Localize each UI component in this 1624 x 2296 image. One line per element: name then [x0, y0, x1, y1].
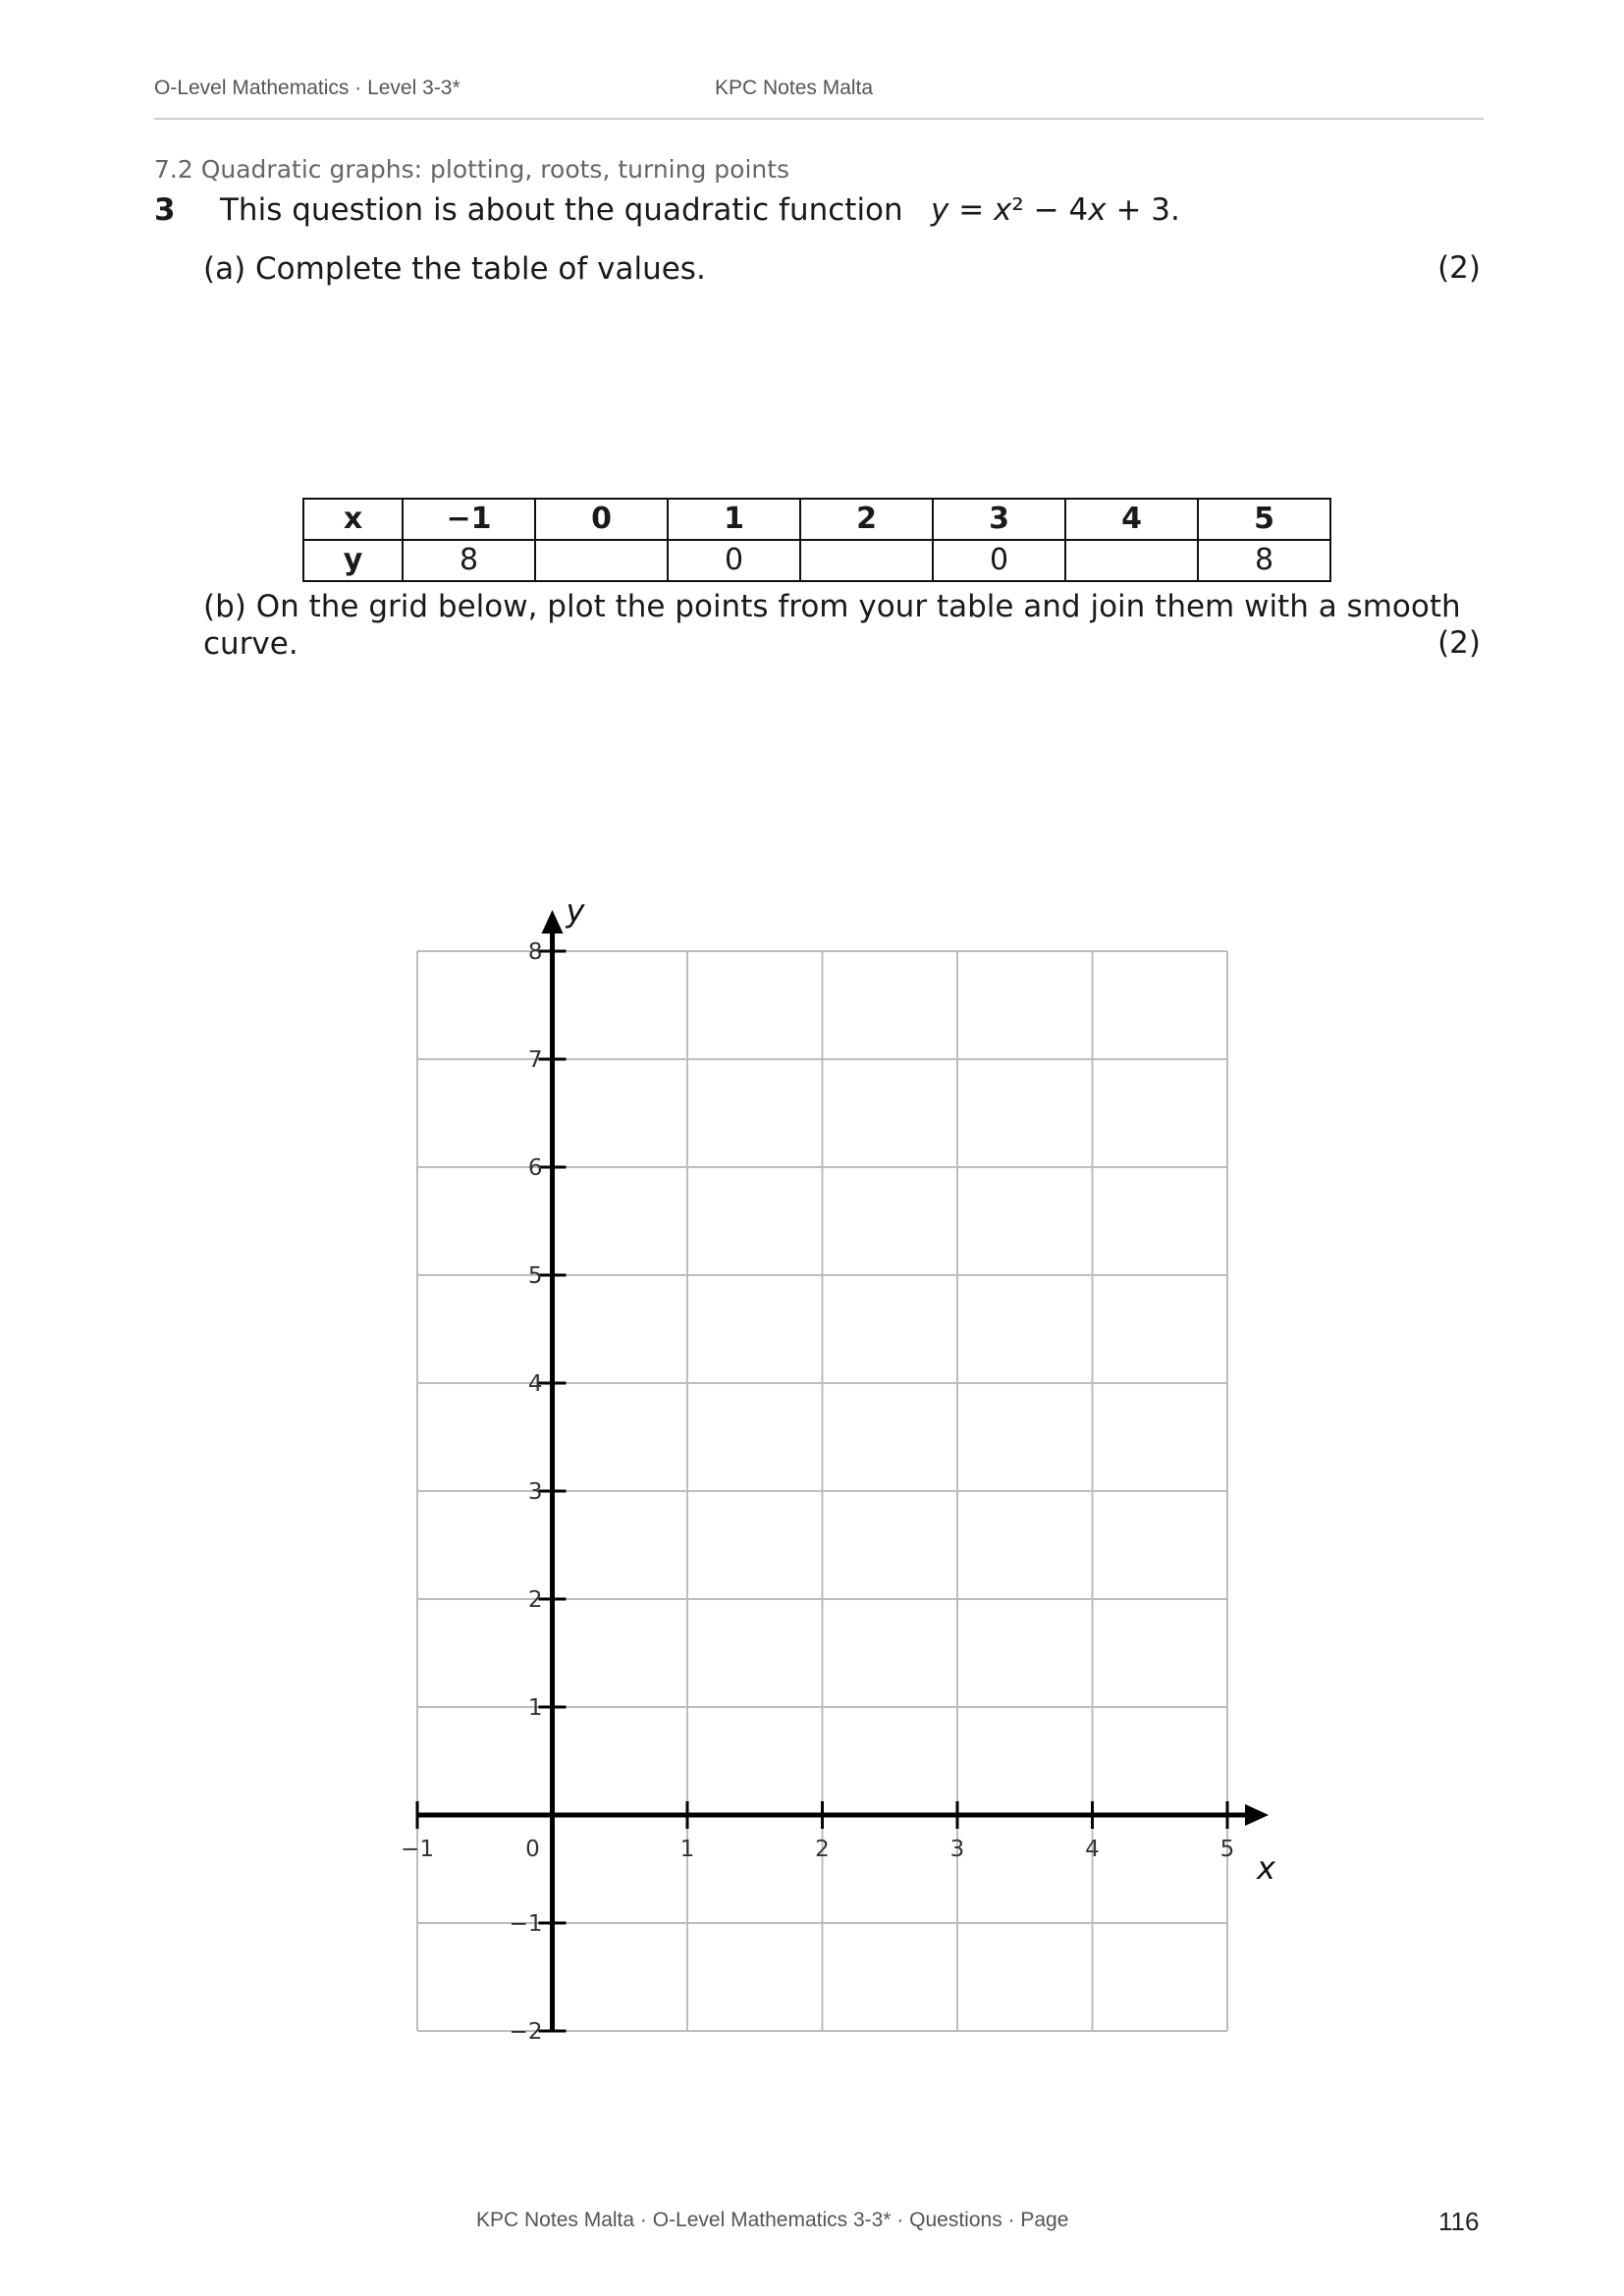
- x-tick-label: 4: [1085, 1837, 1100, 1862]
- y-tick-label: 5: [527, 1263, 543, 1289]
- table-y-cell[interactable]: 8: [403, 540, 535, 581]
- x-tick-label: 1: [679, 1837, 695, 1862]
- table-x-cell: 2: [800, 499, 933, 540]
- table-x-cell: 4: [1065, 499, 1198, 540]
- y-tick-label: 7: [527, 1047, 543, 1073]
- header-center: KPC Notes Malta: [715, 77, 874, 99]
- y-tick-label: 6: [527, 1155, 543, 1181]
- y-tick-label: 4: [527, 1371, 543, 1397]
- table-x-cell: 1: [668, 499, 800, 540]
- question-text: This question is about the quadratic function: [220, 192, 903, 228]
- section-heading: 7.2 Quadratic graphs: plotting, roots, turning points: [154, 155, 790, 184]
- question-function: y = x² − 4x + 3.: [931, 192, 1180, 228]
- table-y-header: y: [303, 540, 403, 581]
- x-tick-label: 5: [1219, 1837, 1235, 1862]
- table-y-cell[interactable]: 0: [933, 540, 1065, 581]
- x-tick-label: 0: [525, 1837, 540, 1862]
- y-tick-label: −2: [509, 2019, 543, 2045]
- y-tick-label: 1: [527, 1695, 543, 1721]
- x-axis-arrow: [1245, 1804, 1269, 1826]
- part-a-marks: (2): [1437, 250, 1481, 286]
- part-b-marks: (2): [1437, 625, 1481, 661]
- header-left: O-Level Mathematics · Level 3-3*: [154, 77, 460, 99]
- part-b-text-line2: curve.: [203, 626, 298, 662]
- x-tick-label: 3: [949, 1837, 965, 1862]
- y-tick-label: 2: [527, 1587, 543, 1613]
- y-axis-label: y: [566, 892, 585, 930]
- table-y-cell[interactable]: 8: [1198, 540, 1330, 581]
- table-x-header: x: [303, 499, 403, 540]
- part-b-text-line1: (b) On the grid below, plot the points from your table and join them with a smooth: [203, 589, 1461, 624]
- y-tick-label: 3: [527, 1479, 543, 1505]
- y-tick-label: −1: [509, 1911, 543, 1937]
- table-x-cell: 3: [933, 499, 1065, 540]
- table-x-cell: 0: [535, 499, 668, 540]
- table-y-cell[interactable]: 0: [668, 540, 800, 581]
- y-tick-label: 8: [527, 939, 543, 965]
- x-tick-label: −1: [401, 1837, 434, 1862]
- footer-text: KPC Notes Malta · O-Level Mathematics 3-3* · Questions · Page: [476, 2209, 1069, 2231]
- part-a-text: (a) Complete the table of values.: [203, 251, 706, 287]
- page-number: 116: [1438, 2207, 1480, 2236]
- y-axis-arrow: [542, 910, 564, 934]
- question-number: 3: [154, 192, 176, 228]
- table-x-cell: 5: [1198, 499, 1330, 540]
- table-x-cell: −1: [403, 499, 535, 540]
- x-axis-label: x: [1257, 1849, 1275, 1887]
- x-tick-label: 2: [815, 1837, 830, 1862]
